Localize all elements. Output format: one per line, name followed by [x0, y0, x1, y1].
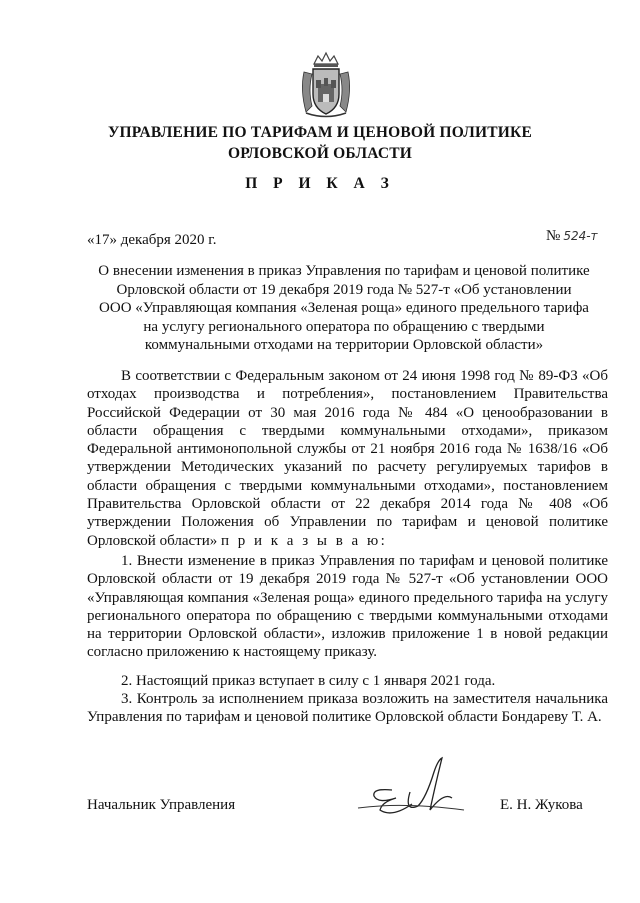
- signatory-title: Начальник Управления: [87, 797, 236, 813]
- order-number-handwritten: 524-т: [563, 229, 598, 243]
- order-item-2-text: 2. Настоящий приказ вступает в силу с 1 января 2021 года.: [121, 673, 496, 689]
- order-item-1: [87, 552, 608, 662]
- subject-line: О внесении изменения в приказ Управления по тарифам и ценовой политике: [98, 263, 590, 279]
- subject-line: на услугу регионального оператора по обращению с твердыми: [143, 318, 545, 335]
- organization-name-line1: УПРАВЛЕНИЕ ПО ТАРИФАМ И ЦЕНОВОЙ ПОЛИТИКЕ: [107, 124, 533, 141]
- order-number-prefix: №: [546, 228, 561, 244]
- order-subject: [80, 262, 608, 355]
- handwritten-signature-icon: [352, 752, 472, 822]
- order-item-1-text: 1. Внести изменение в приказ Управления по тарифам и ценовой политике Орловской области от 19 декабря 2019 года № 527-т «Об установлении ООО «Управляющая компания «Зеленая роща» единого предельного тарифа на услугу регионального оператора по обращению с твердыми коммунальными отходами на территории Орловской области», изложив приложение 1 в новой редакции согласно приложению к настоящему приказу.: [87, 553, 608, 661]
- order-date: «17» декабря 2020 г.: [87, 232, 217, 248]
- order-item-3-text: 3. Контроль за исполнением приказа возложить на заместителя начальника Управления по тарифам и ценовой политике Орловской области Бондареву Т. А.: [87, 691, 608, 726]
- coat-of-arms-icon: [296, 50, 356, 120]
- preamble-text: В соответствии с Федеральным законом от 24 июня 1998 год № 89-ФЗ «Об отходах производства и потребления», постановлением Правительства Российской Федерации от 30 мая 2016 года № 484 «О ценообразовании в области обращения с твердыми коммунальными отходами», приказом Федеральной антимонопольной службы от 21 ноября 2016 года № 1638/16 «Об утверждении Методических указаний по расчету регулируемых тарифов в области обращения с твердыми коммунальными отходами», постановлением Правительства Орловской области от 22 декабря 2014 года № 408 «Об утверждении Положения об Управлении по тарифам и ценовой политике Орловской области»: [87, 368, 608, 549]
- organization-name-line2: ОРЛОВСКОЙ ОБЛАСТИ: [227, 145, 413, 162]
- signatory-name: Е. Н. Жукова: [500, 797, 583, 813]
- subject-line: Орловской области от 19 декабря 2019 года № 527-т «Об установлении: [116, 281, 572, 298]
- order-item-2: [87, 672, 608, 690]
- order-word: п р и к а з ы в а ю:: [220, 532, 388, 549]
- subject-line: коммунальными отходами на территории Орловской области»: [144, 337, 544, 353]
- preamble-paragraph: [87, 367, 608, 550]
- document-type-title: П Р И К А З: [245, 175, 395, 192]
- order-item-3: [87, 690, 608, 727]
- subject-line: ООО «Управляющая компания «Зеленая роща» единого предельного тарифа: [99, 300, 589, 316]
- order-number: [546, 228, 598, 245]
